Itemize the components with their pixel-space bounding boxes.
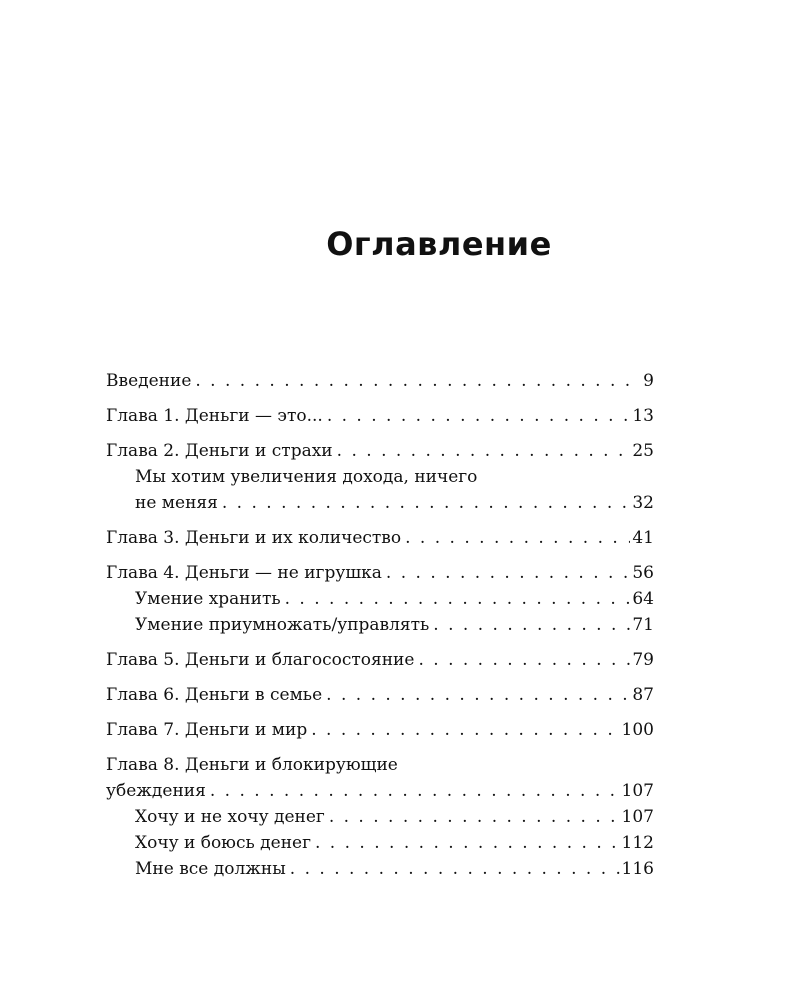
dot-leader (195, 368, 641, 394)
toc-entry-label: Глава 4. Деньги — не игрушка (106, 563, 382, 583)
dot-leader (326, 682, 630, 708)
toc-page-number: 25 (632, 441, 654, 461)
toc-entry-label: Умение хранить (135, 589, 281, 609)
dot-leader (386, 560, 630, 586)
toc-entry-label: Глава 6. Деньги в семье (106, 685, 323, 705)
toc-entry-chapter-8-section-1[interactable] (106, 804, 654, 830)
toc-page-number: 56 (632, 563, 654, 583)
dot-leader (222, 490, 631, 516)
toc-entry-chapter-6[interactable] (106, 682, 654, 708)
dot-leader (405, 525, 630, 551)
dot-leader (327, 403, 631, 429)
dot-leader (418, 647, 630, 673)
toc-entry-label: Глава 3. Деньги и их количество (106, 528, 402, 548)
toc-entry-label: Мне все должны (135, 859, 286, 879)
toc-page-number: 64 (632, 589, 654, 609)
toc-entry-label-line-1: Глава 8. Деньги и блокирующие (106, 755, 398, 775)
toc-entry-label: Глава 2. Деньги и страхи (106, 441, 333, 461)
toc-page-number: 79 (632, 650, 654, 670)
toc-entry-label-line-2: не меняя (135, 493, 218, 513)
toc-entry-chapter-8-section-2[interactable] (106, 830, 654, 856)
toc-entry-intro[interactable] (106, 368, 654, 394)
toc-page-number: 41 (632, 528, 654, 548)
toc-entry-label: Хочу и боюсь денег (135, 833, 311, 853)
dot-leader (337, 438, 631, 464)
dot-leader (210, 778, 620, 804)
dot-leader (433, 612, 630, 638)
toc-page-number: 107 (621, 807, 654, 827)
toc-page-number: 107 (621, 781, 654, 801)
toc-page-number: 116 (621, 859, 654, 879)
toc-entry-chapter-4-section-1[interactable] (106, 586, 654, 612)
dot-leader (311, 717, 619, 743)
toc-page-number: 32 (632, 493, 654, 513)
toc-entry-chapter-1[interactable] (106, 403, 654, 429)
toc-entry-label: Глава 1. Деньги — это... (106, 406, 323, 426)
toc-entry-label: Глава 5. Деньги и благосостояние (106, 650, 415, 670)
toc-entry-chapter-5[interactable] (106, 647, 654, 673)
toc-page-number: 87 (632, 685, 654, 705)
toc-page-number: 71 (632, 615, 654, 635)
toc-entry-chapter-7[interactable] (106, 717, 654, 743)
toc-entry-chapter-8-section-3[interactable] (106, 856, 654, 882)
dot-leader (329, 804, 620, 830)
toc-page-number: 100 (621, 720, 654, 740)
toc-entry-chapter-2[interactable] (106, 438, 654, 464)
toc-entry-label-line-1: Мы хотим увеличения дохода, ничего (135, 467, 478, 487)
toc-entry-chapter-4[interactable] (106, 560, 654, 586)
toc-page-number: 13 (632, 406, 654, 426)
toc-entry-label: Глава 7. Деньги и мир (106, 720, 308, 740)
table-of-contents (106, 368, 654, 882)
toc-page-number: 9 (643, 371, 654, 391)
toc-entry-chapter-4-section-2[interactable] (106, 612, 654, 638)
toc-entry-label: Введение (106, 371, 192, 391)
dot-leader (315, 830, 620, 856)
page-title: Оглавление (326, 225, 552, 263)
toc-entry-label: Умение приумножать/управлять (135, 615, 430, 635)
toc-entry-label: Хочу и не хочу денег (135, 807, 325, 827)
toc-entry-chapter-2-section-1[interactable] (106, 464, 654, 516)
dot-leader (290, 856, 620, 882)
toc-entry-chapter-3[interactable] (106, 525, 654, 551)
toc-entry-chapter-8[interactable] (106, 752, 654, 804)
dot-leader (285, 586, 631, 612)
toc-page-number: 112 (621, 833, 654, 853)
toc-entry-label-line-2: убеждения (106, 781, 206, 801)
